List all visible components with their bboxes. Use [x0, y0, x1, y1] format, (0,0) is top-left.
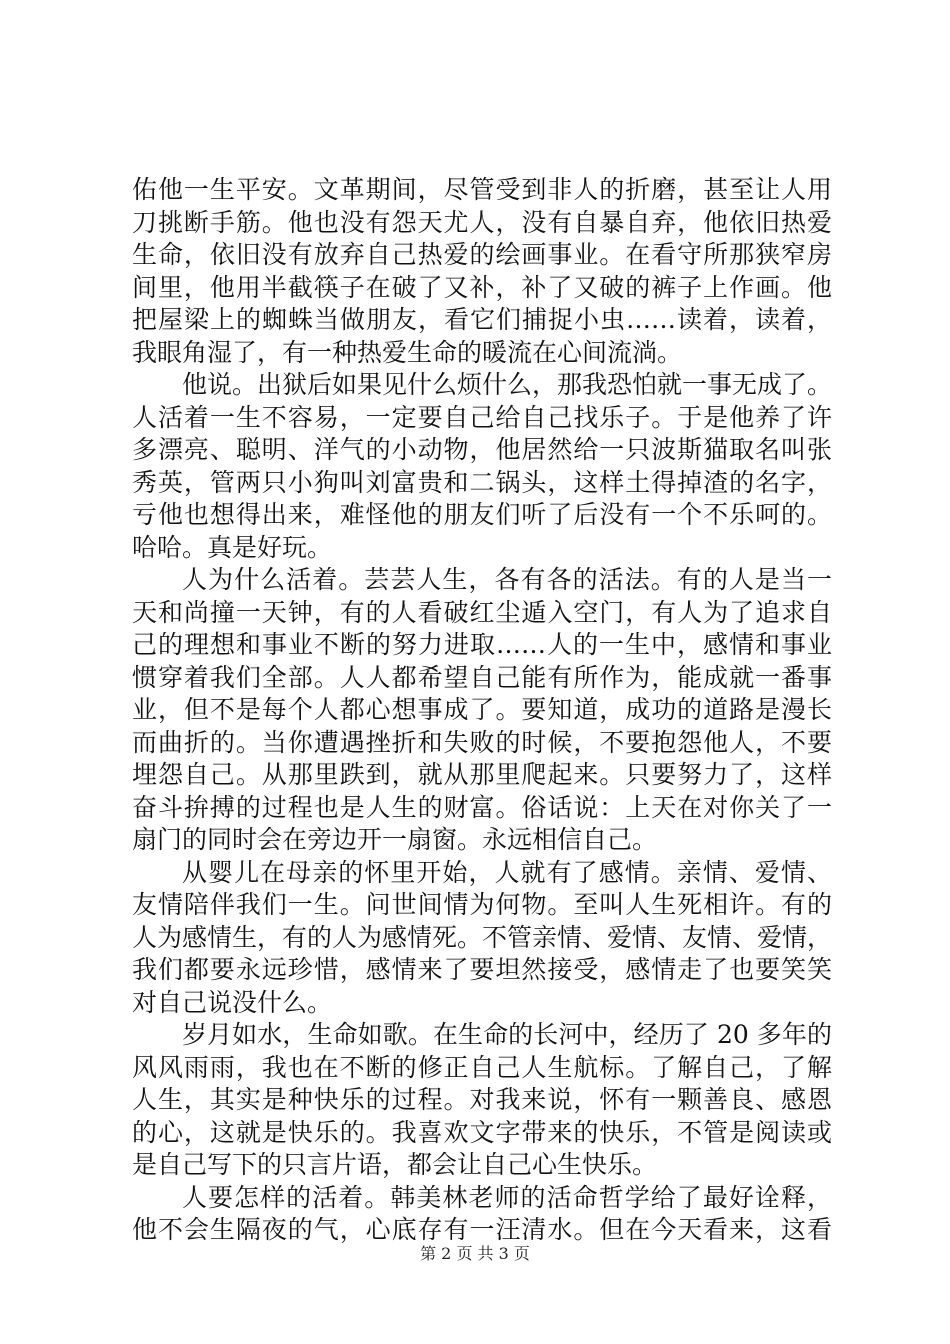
- text-line: 生命，依旧没有放弃自己热爱的绘画事业。在看守所那狭窄房: [132, 240, 832, 269]
- paragraph: [132, 174, 832, 369]
- text-line: 从婴儿在母亲的怀里开始，人就有了感情。亲情、爱情、: [182, 857, 832, 887]
- text-line: 岁月如水，生命如歌。在生命的长河中，经历了 20 多年的: [182, 1020, 832, 1049]
- page-footer: 第 2 页 共 3 页: [420, 1244, 530, 1263]
- text-line: 亏他也想得出来，难怪他的朋友们听了后没有一个不乐呵的。: [132, 500, 832, 529]
- text-line: 友情陪伴我们一生。问世间情为何物。至叫人生死相许。有的: [132, 890, 832, 919]
- paragraph: [132, 1019, 832, 1182]
- paragraph: [132, 857, 832, 1020]
- text-line: 奋斗拚搏的过程也是人生的财富。俗话说：上天在对你关了一: [132, 792, 832, 822]
- text-line: 哈哈。真是好玩。: [132, 532, 333, 562]
- text-line: 人活着一生不容易，一定要自己给自己找乐子。于是他养了许: [132, 402, 832, 432]
- paragraph: [132, 564, 832, 857]
- text-line: 天和尚撞一天钟，有的人看破红尘遁入空门，有人为了追求自: [132, 597, 832, 627]
- paragraph: [132, 1182, 832, 1247]
- text-line: 埋怨自己。从那里跌到，就从那里爬起来。只要努力了，这样: [132, 760, 832, 789]
- text-line: 人为什么活着。芸芸人生，各有各的活法。有的人是当一: [182, 565, 832, 594]
- text-line: 我们都要永远珍惜，感情来了要坦然接受，感情走了也要笑笑: [132, 955, 832, 984]
- text-line: 他不会生隔夜的气，心底存有一汪清水。但在今天看来，这看: [132, 1215, 832, 1244]
- text-line: 己的理想和事业不断的努力进取……人的一生中，感情和事业: [132, 630, 832, 659]
- text-line: 的心，这就是快乐的。我喜欢文字带来的快乐，不管是阅读或: [132, 1117, 832, 1147]
- text-line: 风风雨雨，我也在不断的修正自己人生航标。了解自己，了解: [132, 1052, 832, 1082]
- text-line: 扇门的同时会在旁边开一扇窗。永远相信自己。: [132, 825, 658, 854]
- text-line: 刀挑断手筋。他也没有怨天尤人，没有自暴自弃，他依旧热爱: [132, 207, 832, 237]
- text-line: 多漂亮、聪明、洋气的小动物，他居然给一只波斯猫取名叫张: [132, 435, 832, 464]
- document-body: [132, 174, 832, 1247]
- text-line: 人要怎样的活着。韩美林老师的活命哲学给了最好诠释，: [182, 1182, 832, 1212]
- text-line: 佑他一生平安。文革期间，尽管受到非人的折磨，甚至让人用: [132, 175, 832, 204]
- text-line: 是自己写下的只言片语，都会让自己心生快乐。: [132, 1150, 658, 1179]
- text-line: 业，但不是每个人都心想事成了。要知道，成功的道路是漫长: [132, 695, 832, 724]
- text-line: 他说。出狱后如果见什么烦什么，那我恐怕就一事无成了。: [182, 370, 833, 399]
- text-line: 间里，他用半截筷子在破了又补，补了又破的裤子上作画。他: [132, 272, 832, 302]
- paragraph: [132, 369, 832, 564]
- text-line: 对自己说没什么。: [132, 987, 333, 1017]
- text-line: 人为感情生，有的人为感情死。不管亲情、爱情、友情、爱情，: [132, 922, 833, 952]
- text-line: 惯穿着我们全部。人人都希望自己能有所作为，能成就一番事: [132, 662, 832, 692]
- text-line: 秀英，管两只小狗叫刘富贵和二锅头，这样土得掉渣的名字，: [132, 467, 832, 497]
- text-line: 把屋梁上的蜘蛛当做朋友，看它们捕捉小虫……读着，读着，: [132, 305, 832, 334]
- text-line: 我眼角湿了，有一种热爱生命的暖流在心间流淌。: [132, 337, 683, 367]
- text-line: 人生，其实是种快乐的过程。对我来说，怀有一颗善良、感恩: [132, 1085, 832, 1114]
- text-line: 而曲折的。当你遭遇挫折和失败的时候，不要抱怨他人，不要: [132, 727, 832, 757]
